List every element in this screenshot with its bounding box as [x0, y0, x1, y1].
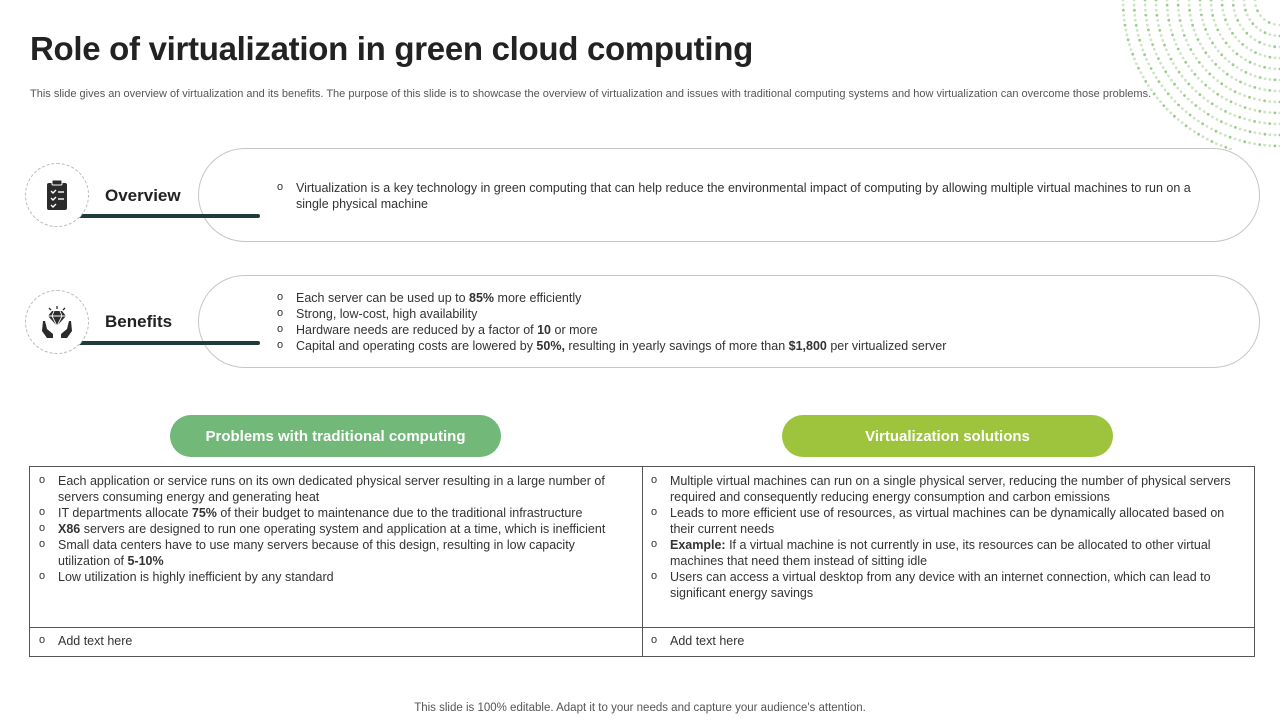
problems-list [30, 473, 630, 585]
problem-item-highlight: 5-10% [127, 554, 164, 568]
solution-item-text: Leads to more efficient use of resources, as virtual machines can be dynamically allocated based on their current needs [670, 506, 1225, 536]
solutions-list [642, 473, 1246, 601]
page-subtitle: This slide gives an overview of virtualization and its benefits. The purpose of this slide is to showcase the overview of virtualization and issues with traditional computing systems and how virtualization can overcome those problems. [30, 88, 1152, 100]
comparison-table [29, 466, 1255, 657]
clipboard-icon [40, 178, 74, 212]
solutions-cell [642, 473, 1246, 601]
problems-cell [30, 473, 630, 585]
benefit-text: Hardware needs are reduced by a factor of [296, 323, 538, 337]
overview-list [277, 180, 1219, 212]
benefit-item [277, 338, 1219, 354]
benefits-list [277, 290, 1219, 354]
problem-item-text: Low utilization is highly inefficient by any standard [58, 570, 334, 584]
benefits-panel [198, 275, 1260, 368]
problem-item [30, 505, 630, 521]
problem-item-highlight: 75% [191, 506, 217, 520]
benefit-text: Capital and operating costs are lowered by [296, 339, 537, 353]
benefit-figure: 50%, [536, 339, 565, 353]
benefits-underline [78, 341, 260, 345]
benefit-item [277, 290, 1219, 306]
problem-item-text: Small data centers have to use many servers because of this design, resulting in low capacity utilization of [58, 538, 575, 568]
solutions-add-text[interactable]: o Add text here [642, 633, 1246, 649]
problem-item [30, 521, 630, 537]
solutions-header: Virtualization solutions [782, 415, 1113, 457]
solution-item-text: If a virtual machine is not currently in use, its resources can be allocated to other virtual machines that need them instead of sitting idle [670, 538, 1211, 568]
page-title: Role of virtualization in green cloud computing [30, 30, 753, 67]
benefit-text: more efficiently [494, 291, 582, 305]
benefit-figure: 10 [537, 323, 552, 337]
problem-item [30, 537, 630, 569]
overview-panel [198, 148, 1260, 242]
solution-item-text: Multiple virtual machines can run on a single physical server, reducing the number of physical servers required and consequently reducing energy consumption and carbon emissions [670, 474, 1231, 504]
footer-note: This slide is 100% editable. Adapt it to your needs and capture your audience's attention. [414, 702, 866, 714]
benefit-text: per virtualized server [826, 339, 947, 353]
benefits-label: Benefits [105, 312, 173, 331]
benefit-item [277, 306, 1219, 322]
overview-underline [78, 214, 260, 218]
problems-add-text-cell [30, 633, 630, 649]
benefit-figure: $1,800 [788, 339, 827, 353]
solution-item [642, 537, 1246, 569]
problem-item-text: of their budget to maintenance due to the traditional infrastructure [216, 506, 583, 520]
solution-item [642, 505, 1246, 537]
solutions-add-text-cell [642, 633, 1246, 649]
problem-item-text: Each application or service runs on its own dedicated physical server resulting in a large number of servers consuming energy and generating heat [58, 474, 605, 504]
benefit-item [277, 322, 1219, 338]
benefit-text: Strong, low-cost, high availability [296, 307, 478, 321]
problems-add-text[interactable]: o Add text here [30, 633, 630, 649]
problem-item [30, 473, 630, 505]
problems-header: Problems with traditional computing [170, 415, 501, 457]
solution-item [642, 569, 1246, 601]
solution-item-text: Users can access a virtual desktop from any device with an internet connection, which can lead to significant energy savings [670, 570, 1211, 600]
hands-gem-icon [40, 305, 74, 339]
problem-item-highlight: X86 [58, 522, 81, 536]
benefit-text: or more [551, 323, 598, 337]
problem-item-text: IT departments allocate [58, 506, 192, 520]
problem-item-text: servers are designed to run one operating system and application at a time, which is inefficient [80, 522, 606, 536]
problem-item [30, 569, 630, 585]
benefit-figure: 85% [469, 291, 495, 305]
overview-label: Overview [105, 186, 181, 205]
decorative-dot-pattern [990, 0, 1280, 150]
benefits-icon-circle [25, 290, 89, 354]
overview-icon-circle [25, 163, 89, 227]
solution-item-highlight: Example: [670, 538, 726, 552]
overview-item: o Virtualization is a key technology in green computing that can help reduce the environmental impact of computing by allowing multiple virtual machines to run on a single physical machine [277, 180, 1219, 212]
table-divider-horizontal [30, 627, 1254, 628]
benefit-text: Each server can be used up to [296, 291, 470, 305]
solution-item [642, 473, 1246, 505]
benefit-text: resulting in yearly savings of more than [564, 339, 789, 353]
